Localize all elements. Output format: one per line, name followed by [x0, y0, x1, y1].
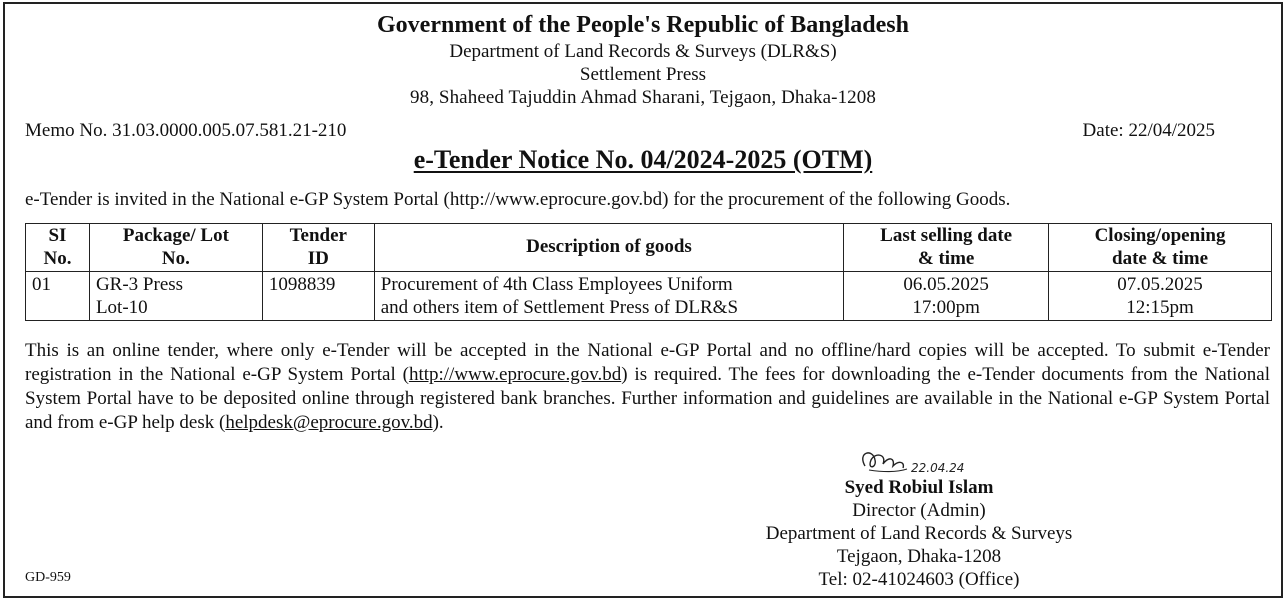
col-header-package: Package/ Lot No.: [89, 224, 262, 272]
footer-code: GD-959: [25, 570, 71, 585]
signatory-designation: Director (Admin): [852, 500, 986, 521]
signature-date: 22.04.24: [911, 461, 965, 475]
table-header-row: [26, 224, 1272, 272]
tender-table: [25, 223, 1272, 321]
signatory-name: Syed Robiul Islam: [844, 477, 994, 498]
cell-last-selling: 06.05.2025 17:00pm: [844, 272, 1049, 321]
col-header-tender-id: Tender ID: [262, 224, 374, 272]
memo-number: Memo No. 31.03.0000.005.07.581.21-210: [25, 120, 347, 141]
eprocure-link[interactable]: http://www.eprocure.gov.bd: [408, 364, 622, 385]
unit-name: Settlement Press: [579, 63, 707, 85]
memo-row: [25, 120, 1215, 143]
invitation-text: e-Tender is invited in the National e-GP System Portal (http://www.eprocure.gov.bd) for the procurement of the following Goods.: [25, 189, 1011, 210]
helpdesk-email-link[interactable]: helpdesk@eprocure.gov.bd: [225, 412, 433, 433]
table-row: [26, 272, 1272, 321]
signatory-location: Tejgaon, Dhaka-1208: [836, 546, 1002, 567]
tender-instructions: This is an online tender, where only e-Tender will be accepted in the National e-GP Portal and no offline/hard copies will be accepted. To submit e-Tender registration in the National e-GP System Portal (http://www.eprocure.gov.bd) is required. The fees for downloading the e-Tender documents from the National System Portal have to be deposited online through registered bank branches. Further information and guidelines are available in the National e-GP System Portal and from e-GP help desk (helpdesk@eprocure.gov.bd).: [25, 340, 1271, 433]
office-address: 98, Shaheed Tajuddin Ahmad Sharani, Tejgaon, Dhaka-1208: [410, 86, 876, 108]
col-header-si: SI No.: [26, 224, 90, 272]
signatory-phone: Tel: 02-41024603 (Office): [818, 569, 1020, 590]
col-header-last-selling: Last selling date & time: [844, 224, 1049, 272]
signatory-office: Department of Land Records & Surveys: [765, 523, 1073, 544]
department-name: Department of Land Records & Surveys (DLR&S): [449, 40, 837, 62]
government-title: Government of the People's Republic of Bangladesh: [377, 12, 909, 38]
cell-closing-opening: 07.05.2025 12:15pm: [1049, 272, 1272, 321]
tender-notice-page: [3, 2, 1283, 598]
col-header-closing-opening: Closing/opening date & time: [1049, 224, 1272, 272]
signatory-block: [733, 446, 1105, 591]
memo-date: Date: 22/04/2025: [1082, 120, 1215, 141]
cell-description: Procurement of 4th Class Employees Uniform and others item of Settlement Press of DLR&S: [374, 272, 843, 321]
cell-tender-id: 1098839: [262, 272, 374, 321]
col-header-description: Description of goods: [374, 224, 843, 272]
cell-si: 01: [26, 272, 90, 321]
notice-title: e-Tender Notice No. 04/2024-2025 (OTM): [413, 145, 873, 174]
signature-image: [849, 446, 989, 476]
cell-package: GR-3 Press Lot-10: [89, 272, 262, 321]
notice-header: [5, 4, 1281, 109]
